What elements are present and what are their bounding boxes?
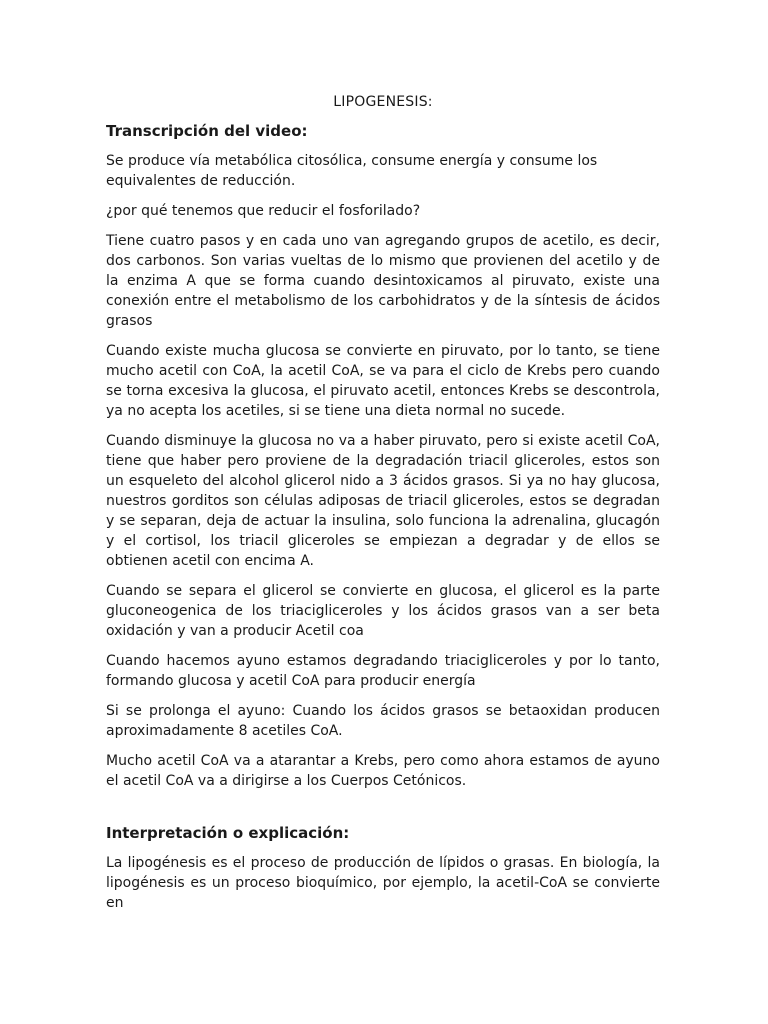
document-title: LIPOGENESIS:	[333, 94, 433, 110]
paragraph: Cuando disminuye la glucosa no va a haber piruvato, pero si existe acetil CoA, tiene que haber pero proviene de la degradación triacil gliceroles, estos son un esqueleto del alcohol glicerol nido a 3 ácidos grasos. Si ya no hay glucosa, nuestros gorditos son células adiposas de triacil gliceroles, estos se degradan y se separan, deja de actuar la insulina, solo funciona la adrenalina, glucagón y el cortisol, los triacil gliceroles se empiezan a degradar y de ellos se obtienen acetil con encima A.	[106, 433, 660, 569]
paragraph: ¿por qué tenemos que reducir el fosforilado?	[106, 203, 421, 219]
section-heading-transcription: Transcripción del video:	[106, 122, 308, 140]
paragraph: Cuando se separa el glicerol se convierte en glucosa, el glicerol es la parte gluconeogenica de los triacigliceroles y los ácidos grasos van a ser beta oxidación y van a producir Acetil coa	[106, 583, 660, 639]
section-heading-interpretation: Interpretación o explicación:	[106, 824, 350, 842]
document-page	[106, 92, 660, 923]
paragraph: Si se prolonga el ayuno: Cuando los ácidos grasos se betaoxidan producen aproximadamente 8 acetiles CoA.	[106, 703, 660, 739]
paragraph: Mucho acetil CoA va a atarantar a Krebs, pero como ahora estamos de ayuno el acetil CoA va a dirigirse a los Cuerpos Cetónicos.	[106, 753, 660, 789]
paragraph: Tiene cuatro pasos y en cada uno van agregando grupos de acetilo, es decir, dos carbonos. Son varias vueltas de lo mismo que provienen del acetilo y de la enzima A que se forma cuando desintoxicamos al piruvato, existe una conexión entre el metabolismo de los carbohidratos y de la síntesis de ácidos grasos	[106, 233, 660, 329]
paragraph: Cuando hacemos ayuno estamos degradando triacigliceroles y por lo tanto, formando glucosa y acetil CoA para producir energía	[106, 653, 660, 689]
paragraph: La lipogénesis es el proceso de producción de lípidos o grasas. En biología, la lipogénesis es un proceso bioquímico, por ejemplo, la acetil-CoA se convierte en	[106, 855, 660, 911]
section-spacer	[106, 801, 660, 823]
paragraph: Se produce vía metabólica citosólica, consume energía y consume los equivalentes de reducción.	[106, 153, 598, 189]
paragraph: Cuando existe mucha glucosa se convierte en piruvato, por lo tanto, se tiene mucho acetil con CoA, la acetil CoA, se va para el ciclo de Krebs pero cuando se torna excesiva la glucosa, el piruvato acetil, entonces Krebs se descontrola, ya no acepta los acetiles, si se tiene una dieta normal no sucede.	[106, 343, 660, 419]
